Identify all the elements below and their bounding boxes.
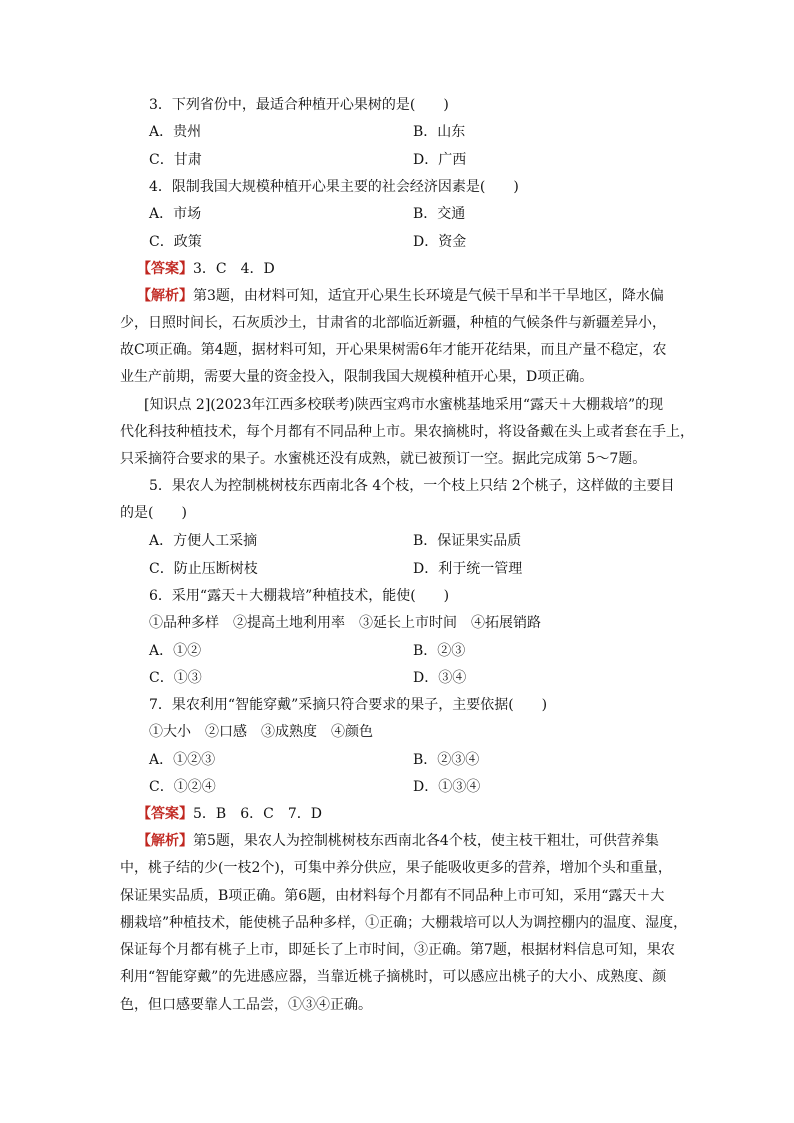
question-5-stem: 5．果农人为控制桃树枝东西南北各 4个枝，一个枝上只结 2个桃子，这样做的主要目 <box>149 478 675 494</box>
analysis-1-line-2: 少，日照时间长，石灰质沙土，甘肃省的北部临近新疆，种植的气候条件与新疆差异小， <box>120 315 666 331</box>
q5-option-a: A．方便人工采摘 <box>149 533 258 549</box>
q6-items: ①品种多样 ②提高土地利用率 ③延长上市时间 ④拓展销路 <box>149 615 541 631</box>
q7-option-c: C．①②④ <box>149 779 216 795</box>
q4-option-d: D．资金 <box>413 234 467 250</box>
analysis-2-line-3: 保证果实品质，B项正确。第6题，由材料每个月都有不同品种上市可知，采用“露天＋大 <box>120 888 665 904</box>
q5-option-b: B．保证果实品质 <box>413 533 522 549</box>
analysis-2-line-6: 利用“智能穿戴”的先进感应器，当靠近桃子摘桃时，可以感应出桃子的大小、成熟度、颜 <box>120 969 667 985</box>
analysis-tag: 【解析】 <box>137 833 193 849</box>
q6-option-b: B．②③ <box>413 643 466 659</box>
answer-block-1 <box>137 259 275 279</box>
analysis-text: 第5题，果农人为控制桃树枝东西南北各4个枝，使主枝干粗壮，可供营养集 <box>193 833 659 849</box>
analysis-tag: 【解析】 <box>137 288 193 304</box>
material-line-2: 代化科技种植技术，每个月都有不同品种上市。果农摘桃时，将设备戴在头上或者套在手上， <box>120 424 694 440</box>
analysis-1-line-4: 业生产前期，需要大量的资金投入，限制我国大规模种植开心果，D项正确。 <box>120 369 594 385</box>
analysis-1-line-3: 故C项正确。第4题，据材料可知，开心果果树需6年才能开花结果，而且产量不稳定，农 <box>120 342 667 358</box>
analysis-2-line-2: 中，桃子结的少(一枝2个)，可集中养分供应，果子能吸收更多的营养，增加个头和重量， <box>120 860 672 876</box>
question-4-stem: 4．限制我国大规模种植开心果主要的社会经济因素是( ) <box>149 179 519 195</box>
answer-tag: 【答案】 <box>137 261 193 277</box>
question-6-stem: 6．采用“露天＋大棚栽培”种植技术，能使( ) <box>149 588 450 604</box>
answer-text: 3．C 4．D <box>193 261 275 277</box>
analysis-2-line-4: 棚栽培”种植技术，能使桃子品种多样，①正确；大棚栽培可以人为调控棚内的温度、湿度， <box>120 915 688 931</box>
q3-option-b: B．山东 <box>413 124 466 140</box>
analysis-2-line-1 <box>137 831 659 851</box>
answer-tag: 【答案】 <box>137 806 193 822</box>
q5-option-d: D．利于统一管理 <box>413 561 523 577</box>
q7-option-d: D．①③④ <box>413 779 481 795</box>
q4-option-a: A．市场 <box>149 206 202 222</box>
answer-text: 5．B 6．C 7．D <box>193 806 322 822</box>
material-line-3: 只采摘符合要求的果子。水蜜桃还没有成熟，就已被预订一空。据此完成第 5～7题。 <box>120 451 647 467</box>
q7-items: ①大小 ②口感 ③成熟度 ④颜色 <box>149 724 373 740</box>
analysis-1-line-1 <box>137 286 664 306</box>
q4-option-b: B．交通 <box>413 206 466 222</box>
q5-option-c: C．防止压断树枝 <box>149 561 258 577</box>
q6-option-c: C．①③ <box>149 670 202 686</box>
q3-option-a: A．贵州 <box>149 124 202 140</box>
q4-option-c: C．政策 <box>149 234 202 250</box>
q7-option-a: A．①②③ <box>149 752 216 768</box>
question-3-stem: 3．下列省份中，最适合种植开心果树的是( ) <box>149 97 449 113</box>
q3-option-d: D．广西 <box>413 152 467 168</box>
analysis-2-line-7: 色，但口感要靠人工品尝，①③④正确。 <box>120 997 372 1013</box>
analysis-2-line-5: 保证每个月都有桃子上市，即延长了上市时间，③正确。第7题，根据材料信息可知，果农 <box>120 942 675 958</box>
analysis-text: 第3题，由材料可知，适宜开心果生长环境是气候干旱和半干旱地区，降水偏 <box>193 288 664 304</box>
q3-option-c: C．甘肃 <box>149 152 202 168</box>
question-7-stem: 7．果农利用“智能穿戴”采摘只符合要求的果子，主要依据( ) <box>149 697 548 713</box>
answer-block-2 <box>137 804 322 824</box>
question-5-stem-cont: 的是( ) <box>120 505 187 521</box>
q6-option-d: D．③④ <box>413 670 467 686</box>
q7-option-b: B．②③④ <box>413 752 480 768</box>
material-line-1: [知识点 2](2023年江西多校联考)陕西宝鸡市水蜜桃基地采用“露天＋大棚栽培”的现 <box>144 397 664 413</box>
q6-option-a: A．①② <box>149 643 202 659</box>
